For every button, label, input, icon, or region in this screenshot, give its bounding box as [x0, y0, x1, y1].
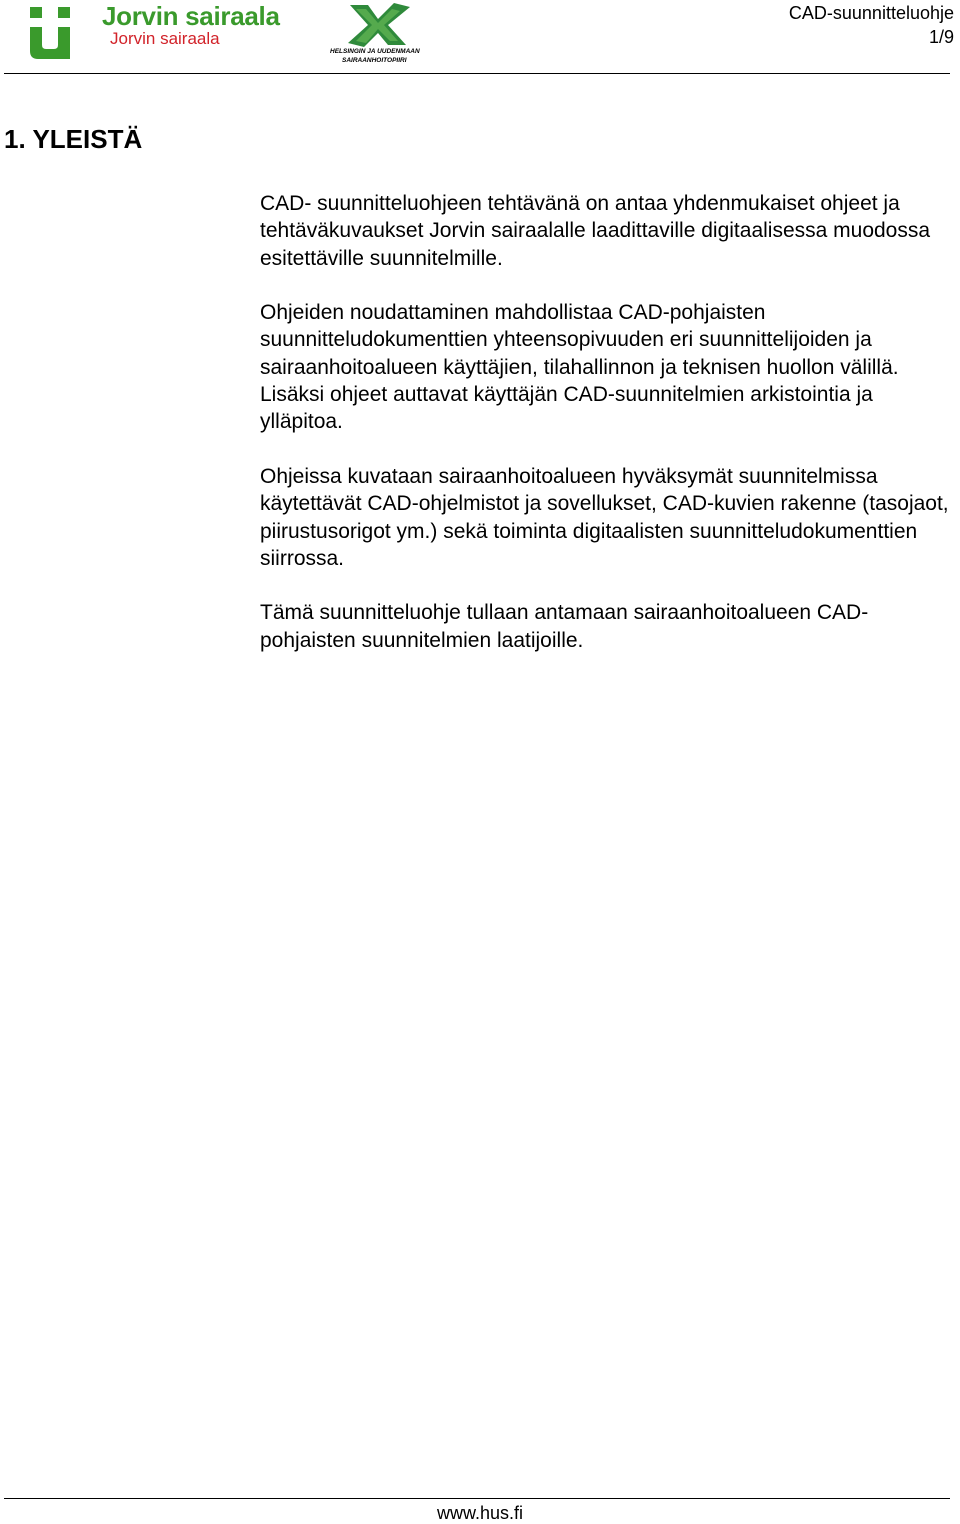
footer-rule — [4, 1498, 950, 1499]
page-number: 1/9 — [928, 27, 954, 47]
header-rule — [4, 73, 950, 74]
section-heading: 1. YLEISTÄ — [4, 124, 143, 154]
paragraph: Ohjeissa kuvataan sairaanhoitoalueen hyväksymät suunnitelmissa käytettävät CAD-ohjelmistot ja sovellukset, CAD-kuvien rakenne (tasojaot, piirustusorigot ym.) sekä toiminta digitaalisten suunnitteludokumenttien siirrossa. — [260, 464, 949, 570]
paragraph: Tämä suunnitteluohje tullaan antamaan sairaanhoitoalueen CAD-pohjaisten suunnitelmien laatijoille. — [260, 601, 869, 652]
paragraph: CAD- suunnitteluohjeen tehtävänä on antaa yhdenmukaiset ohjeet ja tehtäväkuvaukset Jorvin sairaalalle laadittaville digitaalisessa muodossa esitettäville suunnitelmille. — [260, 192, 931, 270]
body-text — [260, 190, 960, 681]
hus-logo — [330, 3, 430, 65]
hus-caption-line2: SAIRAANHOITOPIIRI — [342, 57, 407, 64]
footer-url: www.hus.fi — [436, 1503, 524, 1523]
hus-cross-icon — [344, 3, 414, 47]
paragraph: Ohjeiden noudattaminen mahdollistaa CAD-pohjaisten suunnitteludokumenttien yhteensopivuuden eri suunnittelijoiden ja sairaanhoitoalueen käyttäjien, tilahallinnon ja teknisen huollon välillä. Lisäksi ohjeet auttavat käyttäjän CAD-suunnitelmien arkistointia ja ylläpitoa. — [260, 301, 899, 434]
hus-caption — [330, 47, 420, 65]
page-header — [0, 0, 960, 80]
jorvin-logo-mark-icon — [28, 7, 72, 59]
brand-subtitle: Jorvin sairaala — [110, 29, 220, 48]
hus-caption-line1: HELSINGIN JA UUDENMAAN — [330, 48, 420, 55]
brand-title: Jorvin sairaala — [102, 1, 280, 31]
document-title: CAD-suunnitteluohje — [788, 3, 954, 23]
